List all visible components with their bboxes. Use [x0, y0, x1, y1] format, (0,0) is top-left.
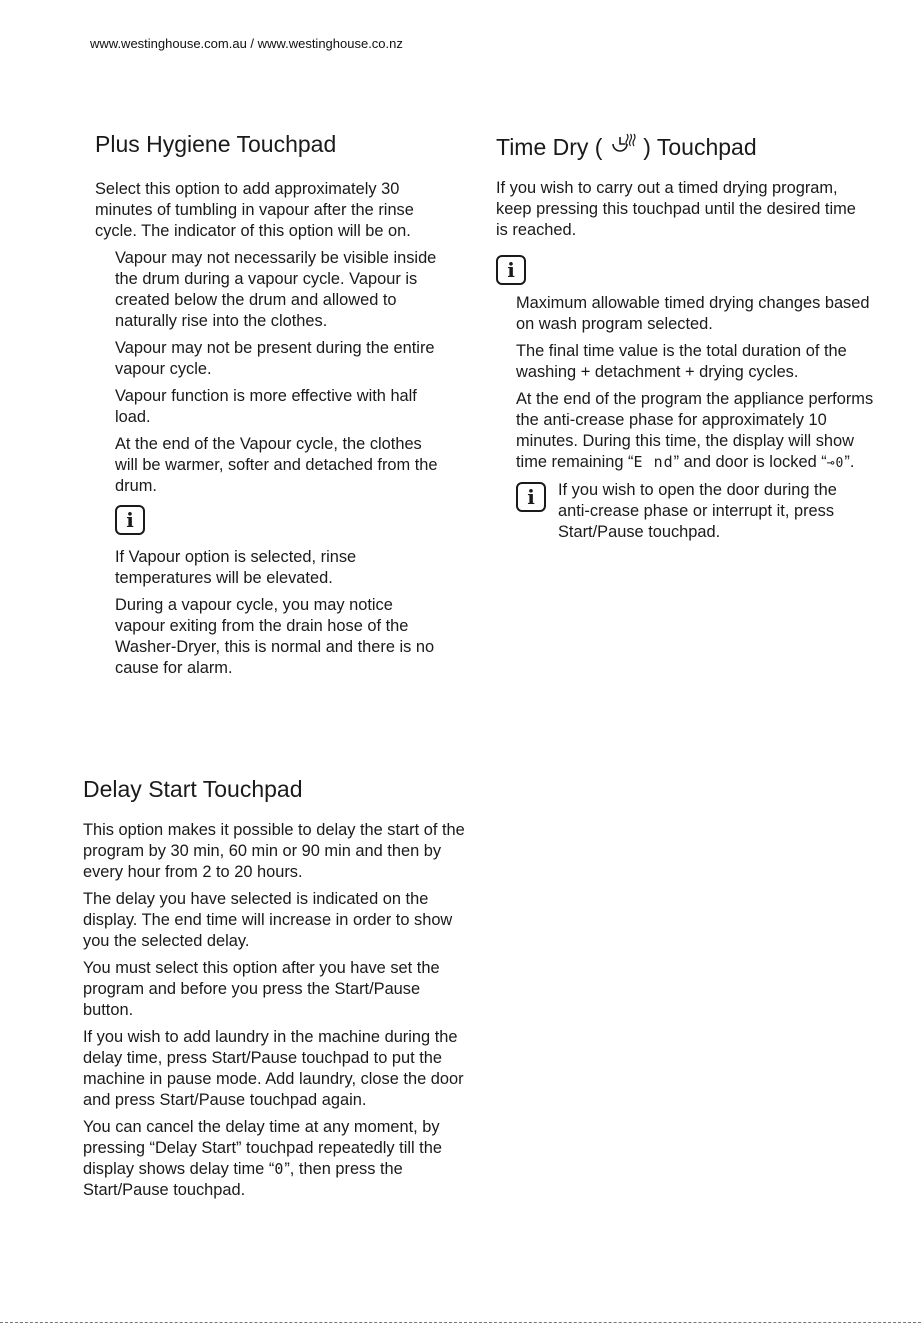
- vapour-note: Vapour function is more effective with half load.: [115, 386, 417, 426]
- time-dry-intro: If you wish to carry out a timed drying program, keep pressing this touchpad until the desired time is reached.: [496, 178, 856, 239]
- plus-hygiene-intro: Select this option to add approximately 30 minutes of tumbling in vapour after the rinse cycle. The indicator of this option will be on.: [95, 179, 414, 240]
- delay-start-paragraph: This option makes it possible to delay the start of the program by 30 min, 60 min or 90 min and then by every hour from 2 to 20 hours.: [83, 820, 465, 881]
- delay-start-paragraph: The delay you have selected is indicated on the display. The end time will increase in order to show you the selected delay.: [83, 889, 453, 950]
- plus-hygiene-title: Plus Hygiene Touchpad: [95, 131, 337, 157]
- delay-start-title: Delay Start Touchpad: [83, 776, 303, 802]
- vapour-note: Vapour may not necessarily be visible inside the drum during a vapour cycle. Vapour is created below the drum and allowed to naturally rise into the clothes.: [115, 248, 437, 330]
- anti-crease-text-end: ”.: [844, 452, 855, 471]
- door-lock-symbol: ⊸0: [826, 455, 845, 471]
- delay-cancel-paragraph: [83, 1117, 471, 1201]
- info-icon: i: [516, 482, 546, 512]
- vapour-note: At the end of the Vapour cycle, the clothes will be warmer, softer and detached from the drum.: [115, 434, 438, 495]
- info-icon: i: [115, 505, 145, 535]
- plus-hygiene-notes: [115, 248, 440, 679]
- anti-crease-note: [516, 389, 881, 474]
- anti-crease-text-start: At the end of the program the appliance performs the anti-crease phase for approximately 10 minutes. During this time, the display will show time remaining “: [516, 389, 874, 471]
- delay-start-section: [83, 776, 473, 1207]
- display-end-readout: E nd: [633, 452, 674, 471]
- time-dry-title-end: ) Touchpad: [643, 134, 757, 160]
- door-note-row: [516, 480, 881, 549]
- time-dry-title: [496, 131, 881, 162]
- delay-cancel-text-start: You can cancel the delay time at any moment, by pressing “Delay Start” touchpad repeatedly till the display shows delay time “: [83, 1117, 442, 1178]
- plus-hygiene-section: [95, 131, 445, 685]
- anti-crease-text-middle: ” and door is locked “: [673, 452, 827, 471]
- time-dry-section: [496, 131, 881, 549]
- page-bottom-rule: [0, 1322, 921, 1323]
- vapour-note: Vapour may not be present during the entire vapour cycle.: [115, 338, 435, 378]
- vapour-info-note: If Vapour option is selected, rinse temperatures will be elevated.: [115, 547, 357, 587]
- website-url: www.westinghouse.com.au / www.westinghouse.co.nz: [90, 36, 403, 51]
- delay-display-readout: 0: [274, 1159, 285, 1178]
- time-dry-info-note: The final time value is the total duration of the washing + detachment + drying cycles.: [516, 341, 847, 381]
- delay-start-paragraph: If you wish to add laundry in the machine during the delay time, press Start/Pause touchpad to put the machine in pause mode. Add laundry, close the door and press Start/Pause touchpad again.: [83, 1027, 464, 1109]
- time-dry-info-note: Maximum allowable timed drying changes based on wash program selected.: [516, 293, 870, 333]
- vapour-info-note: During a vapour cycle, you may notice vapour exiting from the drain hose of the Washer-Dryer, this is normal and there is no cause for alarm.: [115, 595, 435, 677]
- delay-start-paragraph: You must select this option after you have set the program and before you press the Start/Pause button.: [83, 958, 440, 1019]
- door-note: If you wish to open the door during the anti-crease phase or interrupt it, press Start/Pause touchpad.: [558, 480, 837, 541]
- info-icon: i: [496, 255, 526, 285]
- time-dry-notes: [516, 293, 881, 549]
- delay-cancel-text-end: ”, then press the Start/Pause touchpad.: [83, 1159, 403, 1199]
- time-dry-icon: [609, 131, 637, 157]
- time-dry-title-start: Time Dry (: [496, 134, 603, 160]
